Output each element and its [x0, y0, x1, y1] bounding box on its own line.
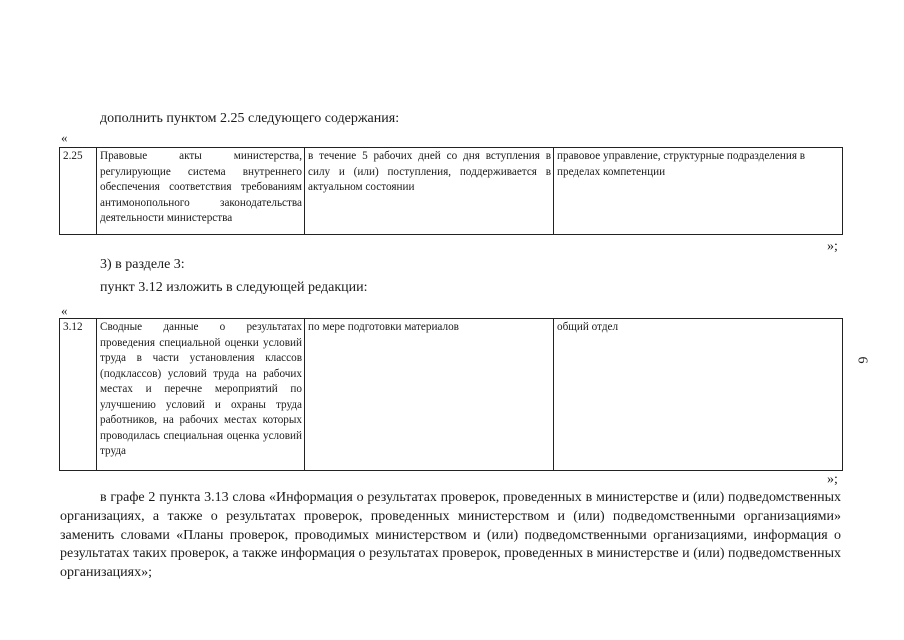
intro-line: дополнить пунктом 2.25 следующего содержания:	[100, 111, 400, 126]
cell-name: Правовые акты министерства, регулирующие система внутреннего обеспечения соответствия требованиям антимонопольного законодательства деятельности министерства	[97, 148, 305, 235]
item-line: пункт 3.12 изложить в следующей редакции:	[100, 280, 368, 295]
cell-num: 3.12	[60, 319, 97, 471]
cell-responsible: правовое управление, структурные подразделения в пределах компетенции	[554, 148, 843, 235]
table-row	[60, 319, 843, 471]
cell-term: в течение 5 рабочих дней со дня вступления в силу и (или) поступления, поддерживается в актуальном состоянии	[305, 148, 554, 235]
table-item-2-25	[59, 147, 843, 235]
close-quote-2: »;	[827, 472, 838, 487]
cell-term: по мере подготовки материалов	[305, 319, 554, 471]
table-row	[60, 148, 843, 235]
final-paragraph: в графе 2 пункта 3.13 слова «Информация о результатах проверок, проведенных в министерстве и (или) подведомственных организациях, а также о результатах проверок, проведенных министерством и (или) подведомственными организациями» заменить словами «Планы проверок, проводимых министерством и (или) подведомственными организациями, информация о результатах таких проверок, а также информация о результатах проверок, проведенных в министерстве и (или) подведомственных организациях»;	[60, 490, 841, 581]
open-quote-1: «	[61, 130, 68, 145]
open-quote-2: «	[61, 303, 68, 318]
cell-responsible: общий отдел	[554, 319, 843, 471]
page-number: 6	[854, 356, 870, 364]
table-item-3-12	[59, 318, 843, 471]
close-quote-1: »;	[827, 239, 838, 254]
section-line: 3) в разделе 3:	[100, 257, 185, 272]
cell-num: 2.25	[60, 148, 97, 235]
cell-name: Сводные данные о результатах проведения специальной оценки условий труда в части установления классов (подклассов) условий труда на рабочих местах и перечне мероприятий по улучшению условий и охраны труда работников, на рабочих местах которых проводилась специальная оценка условий труда	[97, 319, 305, 471]
